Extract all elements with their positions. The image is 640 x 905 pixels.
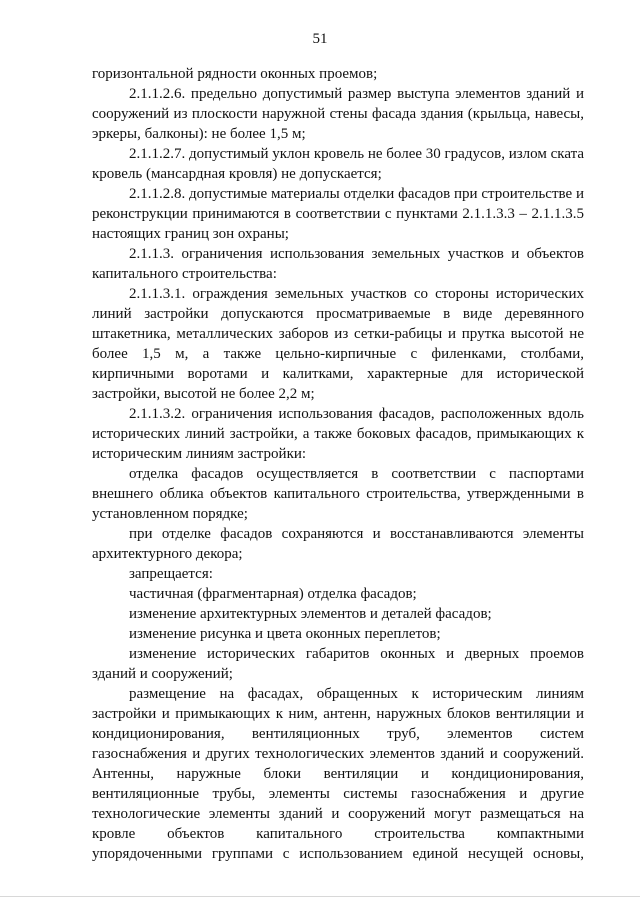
- paragraph-2-1-1-3-2: 2.1.1.3.2. ограничения использования фасадов, расположенных вдоль исторических линий застройки, а также боковых фасадов, примыкающих к историческим линиям застройки:: [92, 406, 584, 462]
- document-body: [92, 64, 584, 864]
- paragraph-2-1-1-3-1: 2.1.1.3.1. ограждения земельных участков со стороны исторических линий застройки допускаются просматриваемые в виде деревянного штакетника, металлических заборов из сетки-рабицы и прутка высотой не более 1,5 м, а также цельно-кирпичные с филенками, столбами, кирпичными воротами и калитками, характерные для исторической застройки, высотой не более 2,2 м;: [92, 286, 584, 402]
- paragraph-facade-finishing: отделка фасадов осуществляется в соответствии с паспортами внешнего облика объектов капитального строительства, утвержденными в установленном порядке;: [92, 466, 584, 522]
- paragraph-2-1-1-2-8: 2.1.1.2.8. допустимые материалы отделки фасадов при строительстве и реконструкции принимаются в соответствии с пунктами 2.1.1.3.3 – 2.1.1.3.5 настоящих границ зон охраны;: [92, 186, 584, 242]
- scan-edge-line: [0, 896, 640, 897]
- paragraph-prohibited-window-frames: изменение рисунка и цвета оконных переплетов;: [129, 626, 441, 642]
- paragraph-prohibited-heading: запрещается:: [129, 566, 213, 582]
- paragraph-prohibited-openings: изменение исторических габаритов оконных и дверных проемов зданий и сооружений;: [92, 646, 584, 682]
- paragraph-prohibited-architectural-change: изменение архитектурных элементов и деталей фасадов;: [129, 606, 492, 622]
- paragraph-2-1-1-2-6: 2.1.1.2.6. предельно допустимый размер выступа элементов зданий и сооружений из плоскости наружной стены фасада здания (крыльца, навесы, эркеры, балконы): не более 1,5 м;: [92, 86, 584, 142]
- paragraph-prohibited-equipment: размещение на фасадах, обращенных к историческим линиям застройки и примыкающих к ним, антенн, наружных блоков вентиляции и кондиционирования, вентиляционных труб, элементов систем газоснабжения и других технологических элементов зданий и сооружений. Антенны, наружные блоки вентиляции и кондиционирования, вентиляционные трубы, элементы системы газоснабжения и другие технологические элементы зданий и сооружений могут размещаться на кровле объектов капитального строительства компактными упорядоченными группами с использованием единой несущей основы,: [92, 686, 584, 862]
- paragraph-continuation: горизонтальной рядности оконных проемов;: [92, 66, 378, 82]
- paragraph-2-1-1-3: 2.1.1.3. ограничения использования земельных участков и объектов капитального строительства:: [92, 246, 584, 282]
- paragraph-decor-preservation: при отделке фасадов сохраняются и восстанавливаются элементы архитектурного декора;: [92, 526, 584, 562]
- page-number: 51: [312, 31, 328, 47]
- paragraph-2-1-1-2-7: 2.1.1.2.7. допустимый уклон кровель не более 30 градусов, излом ската кровель (мансардная кровля) не допускается;: [92, 146, 584, 182]
- paragraph-prohibited-partial-finishing: частичная (фрагментарная) отделка фасадов;: [129, 586, 417, 602]
